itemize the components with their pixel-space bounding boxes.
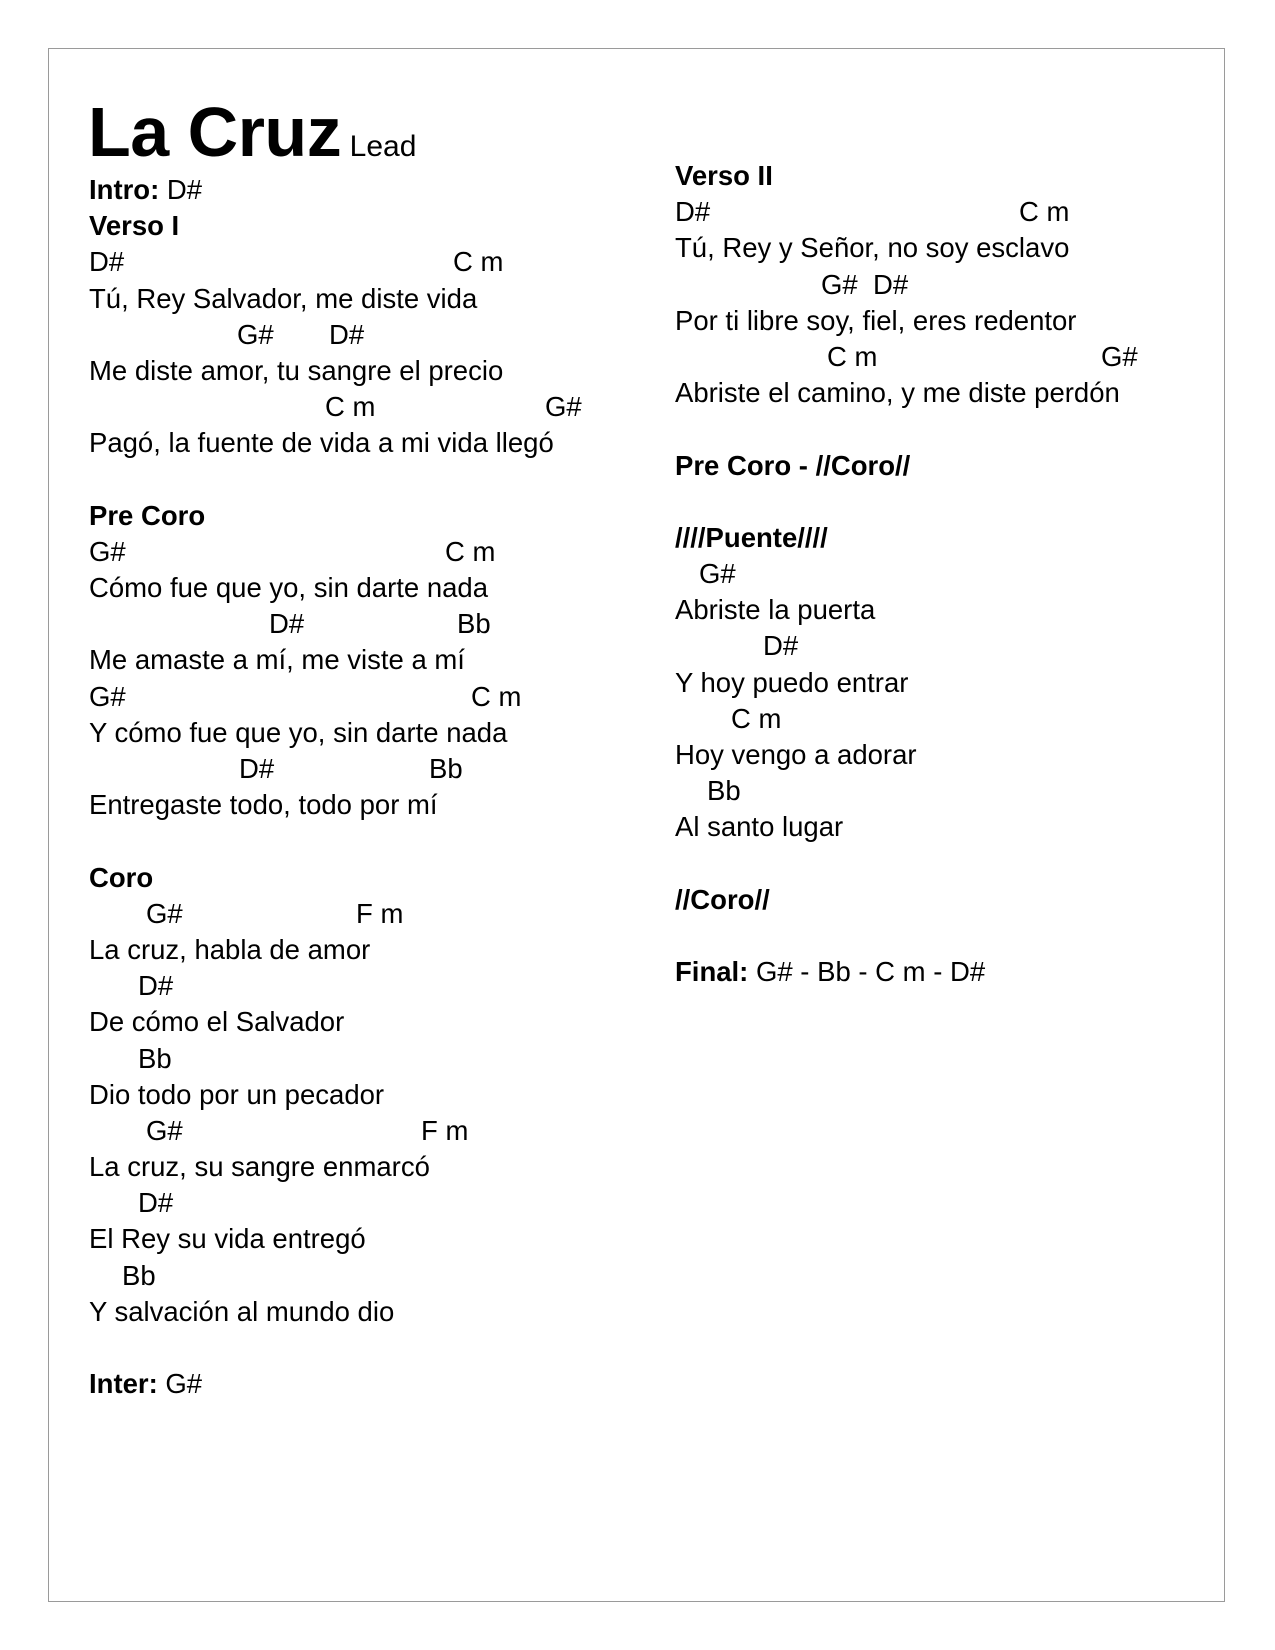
section-heading: Pre Coro - //Coro// [675, 449, 911, 481]
chord: D# [138, 1187, 174, 1219]
song-title-block [88, 92, 416, 172]
chord-line [89, 534, 554, 570]
chord: Bb [138, 1042, 172, 1074]
chord-line [89, 1113, 554, 1149]
lyric-line: Tú, Rey y Señor, no soy esclavo [675, 232, 1070, 264]
section-label-line [89, 1366, 554, 1402]
chord: C m [827, 340, 878, 372]
chord: G# [1101, 340, 1138, 372]
lyric-line: Y cómo fue que yo, sin darte nada [89, 716, 508, 748]
lyric-line: Abriste el camino, y me diste perdón [675, 377, 1120, 409]
section-heading: ////Puente//// [675, 521, 828, 553]
chord-line [89, 1258, 554, 1294]
chord: D# [89, 246, 125, 278]
section-label: Intro: [89, 174, 160, 205]
chord: G# [237, 318, 274, 350]
lyrics-column-right [675, 158, 1138, 990]
chord-line [89, 317, 554, 353]
chord-line [675, 556, 1120, 592]
spacer [675, 411, 1120, 447]
chord: C m [325, 391, 376, 423]
chord-line [89, 751, 554, 787]
chord: C m [445, 535, 496, 567]
chord: C m [453, 246, 504, 278]
chord-line [675, 194, 1120, 230]
chord-line [89, 606, 554, 642]
chord: D# [675, 196, 711, 228]
lyric-line: El Rey su vida entregó [89, 1223, 366, 1255]
spacer [89, 462, 554, 498]
lyric-line: Tú, Rey Salvador, me diste vida [89, 282, 478, 314]
lyric-line: Al santo lugar [675, 811, 844, 843]
chord-line [675, 701, 1120, 737]
chord: D# [239, 753, 275, 784]
chord-line [89, 244, 554, 280]
section-heading: Coro [89, 861, 154, 893]
chord: D# [763, 630, 799, 662]
chord-line [675, 773, 1120, 809]
lyric-line: Hoy vengo a adorar [675, 739, 917, 770]
lyrics-column-left [89, 172, 582, 1402]
chord: D# [269, 608, 305, 640]
section-label: Final: [675, 956, 749, 988]
chord-line [89, 389, 582, 425]
chord: G# [821, 268, 858, 300]
section-heading: //Coro// [675, 883, 770, 915]
spacer [89, 823, 554, 859]
section-label: Inter: [89, 1368, 158, 1400]
chord: C m [471, 680, 522, 712]
section-heading: Verso I [89, 210, 180, 242]
spacer [675, 846, 1120, 882]
section-chords: G# [157, 1368, 203, 1400]
chord: Bb [122, 1259, 156, 1291]
chord: G# [89, 680, 126, 712]
spacer [675, 918, 1120, 954]
chord-line [89, 1185, 554, 1221]
lyric-line: Entregaste todo, todo por mí [89, 789, 438, 821]
lyric-line: Me amaste a mí, me viste a mí [89, 644, 465, 676]
chord-line [675, 267, 1120, 303]
chord-line [675, 628, 1120, 664]
chord: Bb [429, 753, 463, 784]
section-heading: Pre Coro [89, 499, 206, 531]
lyric-line: La cruz, su sangre enmarcó [89, 1151, 430, 1183]
lyric-line: Pagó, la fuente de vida a mi vida llegó [89, 427, 554, 459]
chord-line [89, 679, 554, 715]
chord: G# [146, 897, 183, 929]
song-title: La Cruz [88, 93, 342, 171]
lyric-line: Me diste amor, tu sangre el precio [89, 354, 504, 386]
section-label-line [89, 172, 554, 208]
spacer [89, 1330, 554, 1366]
chord: G# [545, 391, 582, 423]
chord-line [89, 968, 554, 1004]
spacer [675, 484, 1120, 520]
chord: D# [138, 970, 174, 1002]
song-subtitle: Lead [349, 130, 417, 163]
lyric-line: Dio todo por un pecador [89, 1078, 385, 1110]
chord: F m [421, 1114, 469, 1146]
chord: F m [356, 897, 404, 929]
section-label-line [675, 954, 1120, 990]
lyric-line: De cómo el Salvador [89, 1006, 345, 1038]
chord: G# [146, 1114, 183, 1146]
chord: C m [1019, 196, 1070, 228]
lyric-line: Y salvación al mundo dio [89, 1295, 395, 1327]
chord-line [89, 896, 554, 932]
lyric-line: Abriste la puerta [675, 594, 876, 626]
chord-line [89, 1041, 554, 1077]
chord: D# [873, 268, 909, 300]
chord: G# [699, 558, 736, 590]
chord: C m [731, 702, 782, 734]
section-heading: Verso II [675, 160, 773, 191]
lyric-line: Cómo fue que yo, sin darte nada [89, 572, 489, 604]
chord: D# [329, 318, 365, 350]
chord: Bb [707, 775, 741, 807]
chord: Bb [457, 608, 491, 640]
lyric-line: Y hoy puedo entrar [675, 666, 909, 698]
chord: G# [89, 535, 126, 567]
chord-line [675, 339, 1138, 375]
section-chords: D# [159, 174, 203, 205]
section-chords: G# - Bb - C m - D# [748, 956, 986, 988]
lyric-line: Por ti libre soy, fiel, eres redentor [675, 304, 1077, 336]
lyric-line: La cruz, habla de amor [89, 933, 371, 965]
